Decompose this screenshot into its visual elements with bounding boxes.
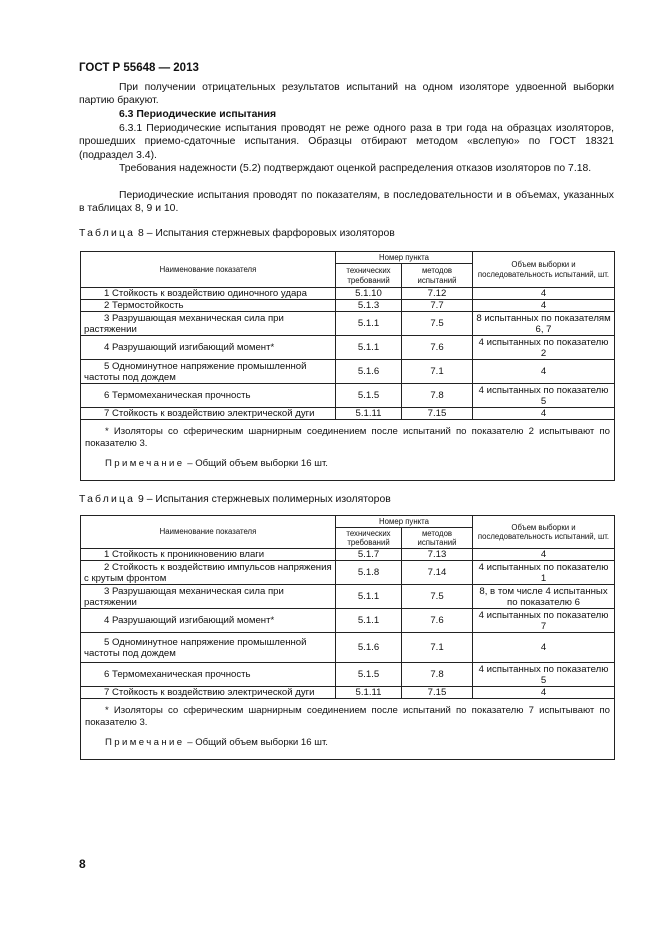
row-method: 7.8 bbox=[402, 663, 473, 687]
row-req: 5.1.1 bbox=[336, 585, 402, 609]
row-name: 2 Термостойкость bbox=[81, 300, 336, 312]
table-row bbox=[81, 687, 615, 699]
row-volume: 4 bbox=[473, 288, 615, 300]
table8-caption-word: Таблица bbox=[79, 228, 136, 239]
table-row bbox=[81, 384, 615, 408]
table9-caption-word: Таблица bbox=[79, 494, 136, 505]
row-req: 5.1.1 bbox=[336, 336, 402, 360]
row-name: 3 Разрушающая механическая сила при растяжении bbox=[81, 312, 336, 336]
section-title: 6.3 Периодические испытания bbox=[119, 109, 277, 120]
paragraph-reliability: Требования надежности (5.2) подтверждают оценкой распределения отказов изоляторов по 7.18. bbox=[119, 163, 592, 174]
table-row bbox=[81, 561, 615, 585]
row-req: 5.1.11 bbox=[336, 408, 402, 420]
row-name: 2 Стойкость к воздействию импульсов напряжения с крутым фронтом bbox=[81, 561, 336, 585]
table9-header-volume: Объем выборки и последовательность испытаний, шт. bbox=[473, 516, 615, 549]
row-volume: 4 bbox=[473, 300, 615, 312]
table-row bbox=[81, 360, 615, 384]
table9 bbox=[80, 515, 615, 760]
table8-footer bbox=[81, 420, 615, 481]
row-name: 1 Стойкость к проникновению влаги bbox=[81, 549, 336, 561]
table8-header-name: Наименование показателя bbox=[81, 252, 336, 288]
row-volume: 4 испытанных по показателю 5 bbox=[473, 663, 615, 687]
table-row bbox=[81, 633, 615, 663]
table8-header-method: методов испытаний bbox=[402, 264, 473, 288]
row-volume: 4 испытанных по показателю 7 bbox=[473, 609, 615, 633]
row-req: 5.1.3 bbox=[336, 300, 402, 312]
row-req: 5.1.1 bbox=[336, 312, 402, 336]
table8 bbox=[80, 251, 615, 481]
row-method: 7.13 bbox=[402, 549, 473, 561]
row-volume: 8 испытанных по показателям 6, 7 bbox=[473, 312, 615, 336]
table9-note bbox=[85, 737, 610, 748]
paragraph-indicators: Периодические испытания проводят по показателям, в последовательности и в объемах, указанных в таблицах 8, 9 и 10. bbox=[79, 190, 614, 215]
row-volume: 4 bbox=[473, 687, 615, 699]
table8-note-word: Примечание bbox=[105, 458, 185, 469]
row-volume: 8, в том числе 4 испытанных по показателю 6 bbox=[473, 585, 615, 609]
row-name: 5 Одноминутное напряжение промышленной частоты под дождем bbox=[81, 360, 336, 384]
row-method: 7.8 bbox=[402, 384, 473, 408]
paragraph-periodic-tests: 6.3.1 Периодические испытания проводят не реже одного раза в три года на образцах изоляторов, прошедших приемо-сдаточные испытания. Образцы отбирают методом «вслепую» по ГОСТ 18321 (подраздел 3.4). bbox=[79, 123, 614, 161]
row-method: 7.15 bbox=[402, 687, 473, 699]
row-name: 7 Стойкость к воздействию электрической дуги bbox=[81, 687, 336, 699]
row-method: 7.12 bbox=[402, 288, 473, 300]
table9-caption bbox=[79, 494, 391, 505]
row-volume: 4 испытанных по показателю 5 bbox=[473, 384, 615, 408]
table9-note-text: – Общий объем выборки 16 шт. bbox=[184, 737, 328, 748]
row-method: 7.15 bbox=[402, 408, 473, 420]
page-number: 8 bbox=[79, 857, 86, 871]
row-req: 5.1.7 bbox=[336, 549, 402, 561]
table9-header-name: Наименование показателя bbox=[81, 516, 336, 549]
row-volume: 4 bbox=[473, 360, 615, 384]
table9-caption-text: 9 – Испытания стержневых полимерных изоляторов bbox=[135, 494, 391, 505]
table9-footnote: * Изоляторы со сферическим шарнирным соединением после испытаний по показателю 7 испытывают по показателю 3. bbox=[85, 705, 611, 728]
row-req: 5.1.11 bbox=[336, 687, 402, 699]
table9-header-method: методов испытаний bbox=[402, 528, 473, 549]
row-volume: 4 испытанных по показателю 1 bbox=[473, 561, 615, 585]
row-method: 7.7 bbox=[402, 300, 473, 312]
table-row bbox=[81, 585, 615, 609]
table8-note bbox=[85, 458, 610, 469]
row-req: 5.1.8 bbox=[336, 561, 402, 585]
table8-caption bbox=[79, 228, 395, 239]
row-req: 5.1.6 bbox=[336, 633, 402, 663]
table-row bbox=[81, 300, 615, 312]
row-name: 7 Стойкость к воздействию электрической дуги bbox=[81, 408, 336, 420]
table-row bbox=[81, 288, 615, 300]
table-row bbox=[81, 609, 615, 633]
row-name: 6 Термомеханическая прочность bbox=[81, 384, 336, 408]
row-volume: 4 bbox=[473, 408, 615, 420]
row-method: 7.1 bbox=[402, 360, 473, 384]
table8-note-text: – Общий объем выборки 16 шт. bbox=[184, 458, 328, 469]
table8-footnote: * Изоляторы со сферическим шарнирным соединением после испытаний по показателю 2 испытывают по показателю 3. bbox=[85, 426, 611, 449]
row-method: 7.1 bbox=[402, 633, 473, 663]
row-volume: 4 испытанных по показателю 2 bbox=[473, 336, 615, 360]
table8-header-clause: Номер пункта bbox=[336, 252, 473, 264]
row-method: 7.5 bbox=[402, 312, 473, 336]
table-row bbox=[81, 549, 615, 561]
row-name: 4 Разрушающий изгибающий момент* bbox=[81, 609, 336, 633]
row-name: 3 Разрушающая механическая сила при растяжении bbox=[81, 585, 336, 609]
table8-header-req: технических требований bbox=[336, 264, 402, 288]
table8-header-volume: Объем выборки и последовательность испытаний, шт. bbox=[473, 252, 615, 288]
document-header: ГОСТ Р 55648 — 2013 bbox=[79, 62, 199, 74]
row-method: 7.5 bbox=[402, 585, 473, 609]
table9-header-clause: Номер пункта bbox=[336, 516, 473, 528]
row-req: 5.1.5 bbox=[336, 663, 402, 687]
row-volume: 4 bbox=[473, 633, 615, 663]
row-req: 5.1.1 bbox=[336, 609, 402, 633]
row-req: 5.1.5 bbox=[336, 384, 402, 408]
table9-header-req: технических требований bbox=[336, 528, 402, 549]
table-row bbox=[81, 408, 615, 420]
row-volume: 4 bbox=[473, 549, 615, 561]
table8-caption-text: 8 – Испытания стержневых фарфоровых изоляторов bbox=[135, 228, 395, 239]
row-req: 5.1.6 bbox=[336, 360, 402, 384]
table-row bbox=[81, 663, 615, 687]
table9-note-word: Примечание bbox=[105, 737, 185, 748]
row-method: 7.6 bbox=[402, 609, 473, 633]
row-name: 4 Разрушающий изгибающий момент* bbox=[81, 336, 336, 360]
table-row bbox=[81, 336, 615, 360]
row-name: 5 Одноминутное напряжение промышленной частоты под дождем bbox=[81, 633, 336, 663]
table9-footer bbox=[81, 699, 615, 760]
paragraph-rejection: При получении отрицательных результатов испытаний на одном изоляторе удвоенной выборки партию бракуют. bbox=[79, 82, 614, 107]
row-req: 5.1.10 bbox=[336, 288, 402, 300]
table-row bbox=[81, 312, 615, 336]
row-method: 7.6 bbox=[402, 336, 473, 360]
row-method: 7.14 bbox=[402, 561, 473, 585]
row-name: 6 Термомеханическая прочность bbox=[81, 663, 336, 687]
row-name: 1 Стойкость к воздействию одиночного удара bbox=[81, 288, 336, 300]
